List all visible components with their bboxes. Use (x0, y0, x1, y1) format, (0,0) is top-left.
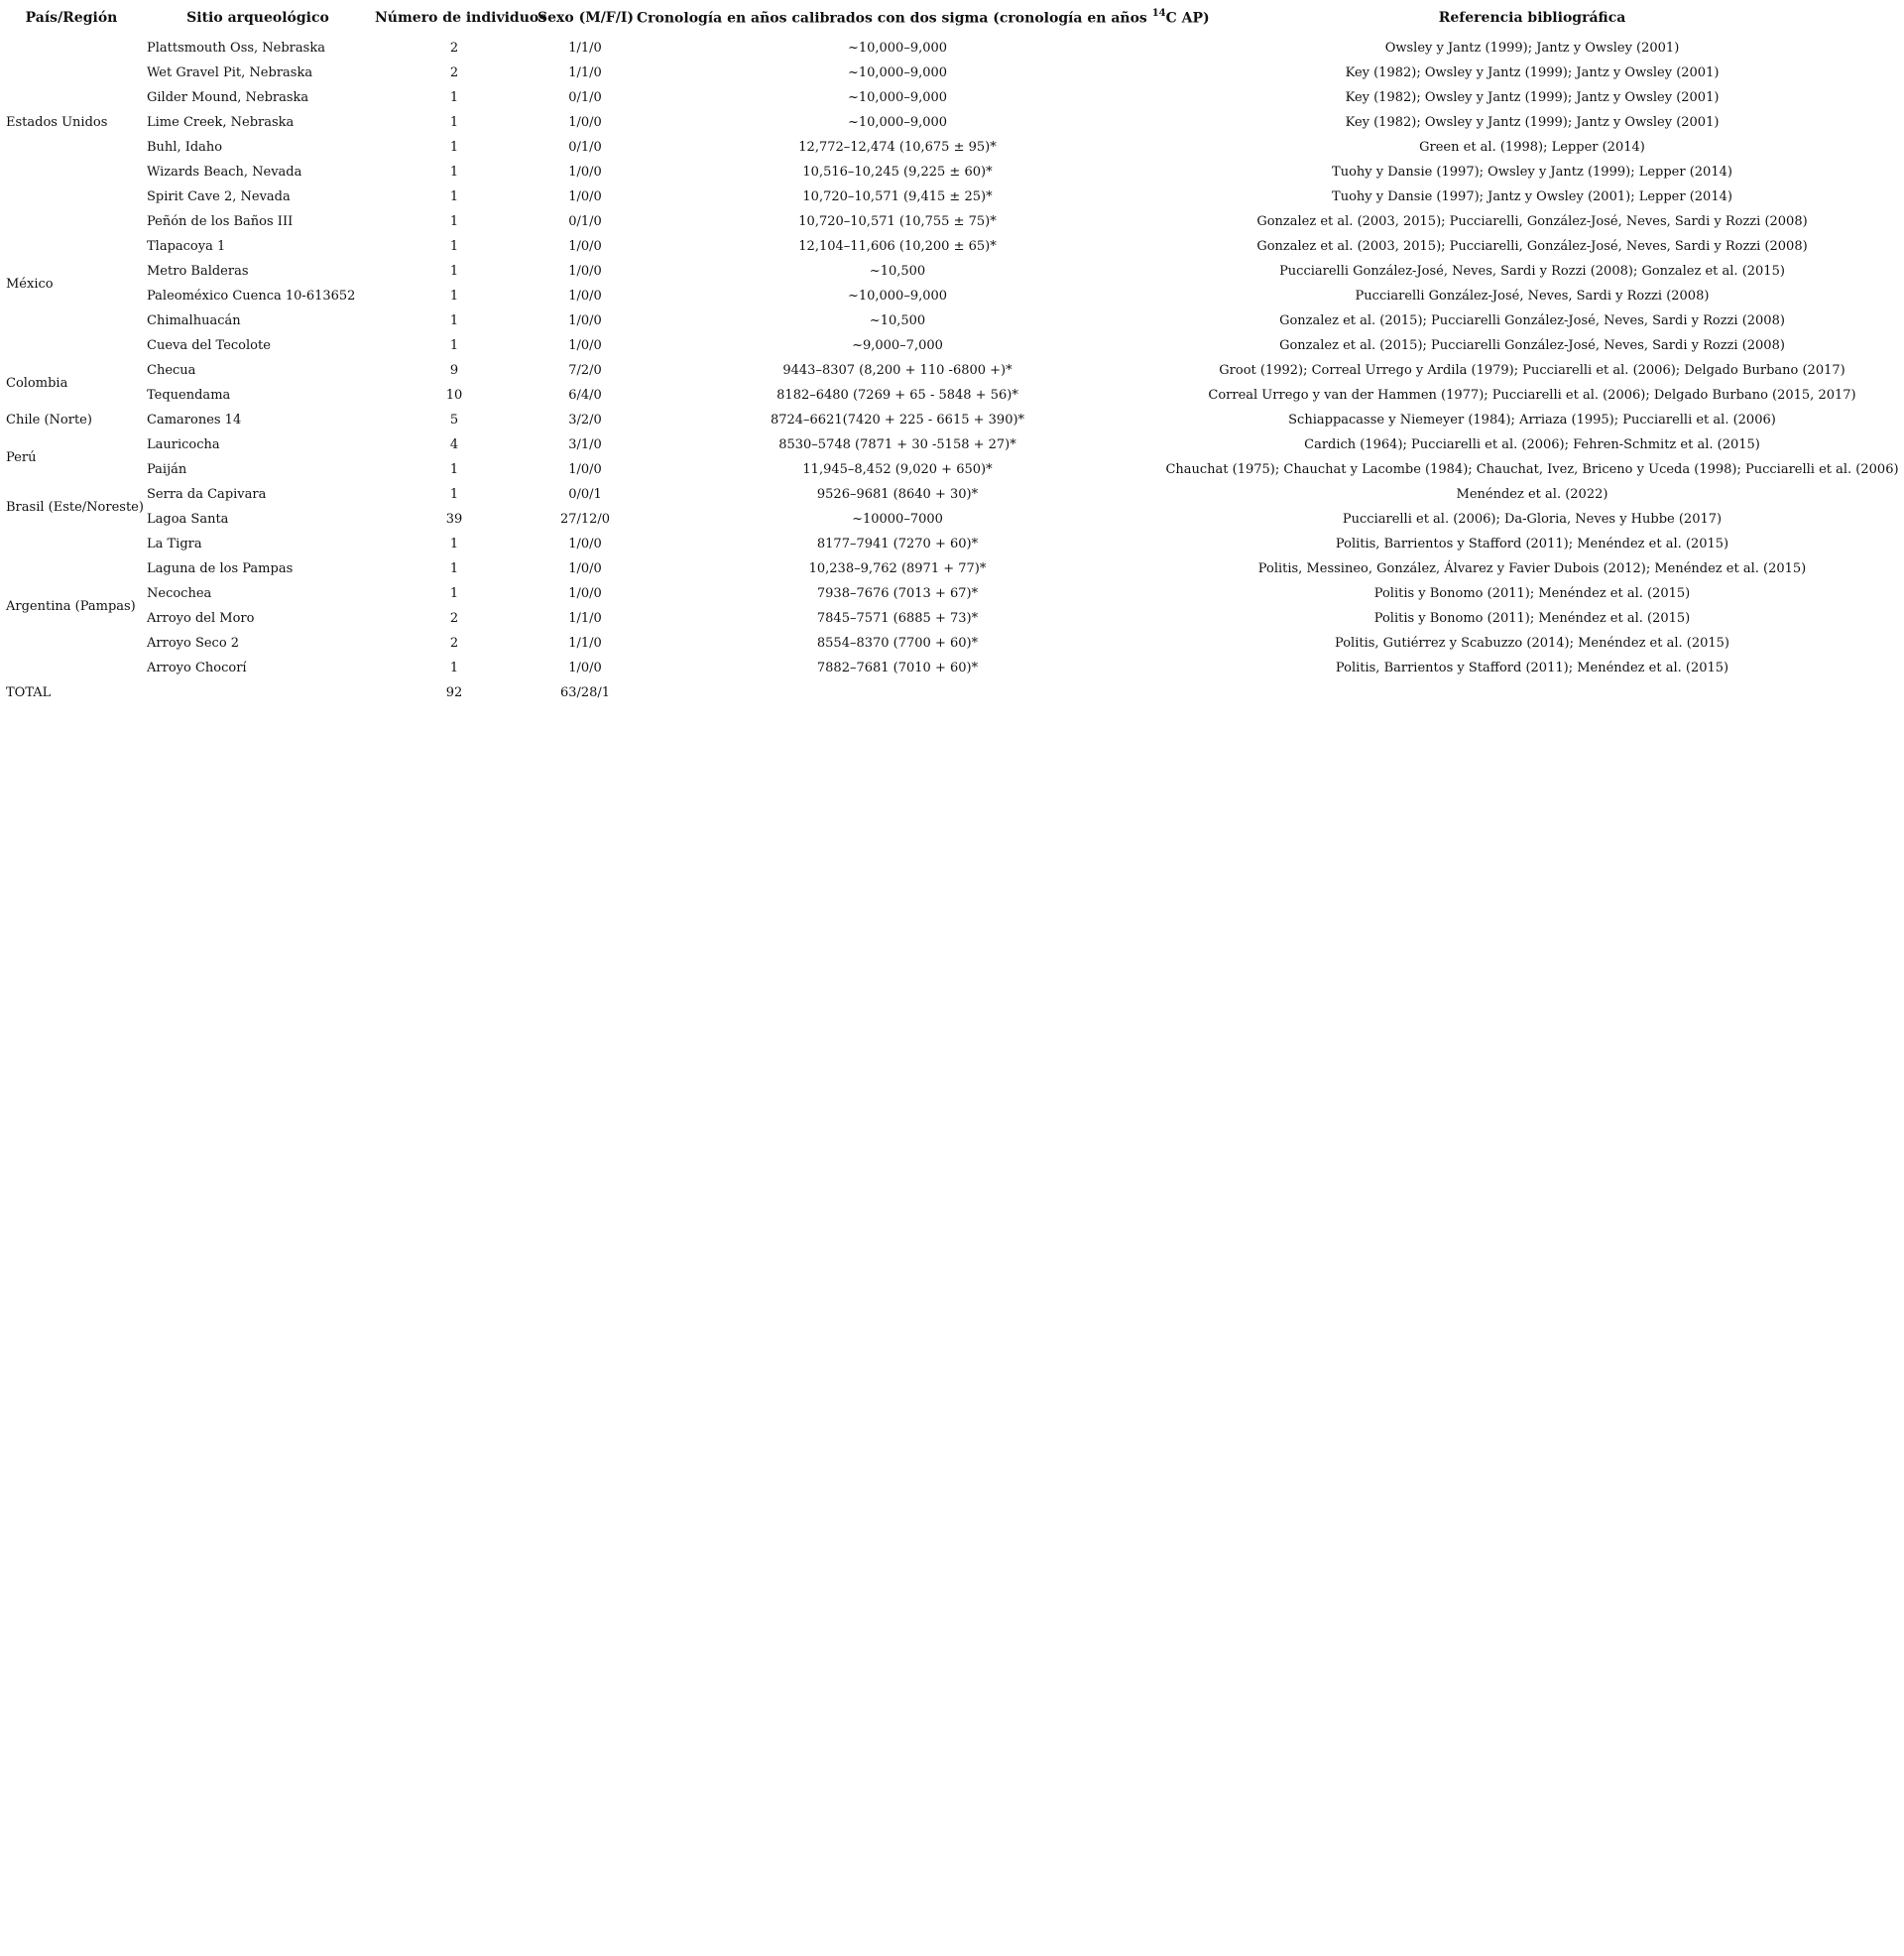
sex-cell: 1/0/0 (568, 338, 602, 353)
table-row (0, 482, 1904, 507)
count-cell: 1 (449, 239, 459, 254)
table-row (0, 209, 1904, 234)
chronology-cell: 9526–9681 (8640 + 30)* (816, 487, 979, 502)
table-row (0, 606, 1904, 631)
chronology-cell: 8177–7941 (7270 + 60)* (816, 537, 979, 551)
count-cell: 1 (449, 264, 459, 279)
chronology-cell: 10,720–10,571 (9,415 ± 25)* (802, 189, 993, 204)
sex-cell: 1/0/0 (568, 115, 602, 130)
sex-cell: 3/2/0 (568, 413, 602, 428)
sex-cell: 6/4/0 (568, 388, 602, 403)
reference-cell: Gonzalez et al. (2003, 2015); Pucciarelli, González-José, Neves, Sardi y Rozzi (2008) (1256, 214, 1808, 229)
site-cell: Buhl, Idaho (147, 140, 223, 155)
reference-cell: Cardich (1964); Pucciarelli et al. (2006); Fehren-Schmitz et al. (2015) (1304, 437, 1760, 452)
reference-cell: Gonzalez et al. (2003, 2015); Pucciarelli, González-José, Neves, Sardi y Rozzi (2008) (1256, 239, 1808, 254)
table-row (0, 656, 1904, 680)
sex-cell: 1/0/0 (568, 586, 602, 601)
sex-cell: 0/1/0 (568, 140, 602, 155)
sex-cell: 0/1/0 (568, 214, 602, 229)
site-cell: Necochea (147, 586, 212, 601)
total-count: 92 (445, 685, 463, 700)
reference-cell: Key (1982); Owsley y Jantz (1999); Jantz y Owsley (2001) (1345, 90, 1720, 105)
site-cell: Wizards Beach, Nevada (147, 165, 302, 180)
chronology-cell: 8530–5748 (7871 + 30 -5158 + 27)* (778, 437, 1016, 452)
site-cell: Laguna de los Pampas (147, 561, 294, 576)
chronology-cell: 8724–6621(7420 + 225 - 6615 + 390)* (770, 413, 1025, 428)
chronology-cell: 10,238–9,762 (8971 + 77)* (808, 561, 987, 576)
sex-cell: 1/0/0 (568, 239, 602, 254)
chronology-cell: 9443–8307 (8,200 + 110 -6800 +)* (782, 363, 1012, 378)
region-cell: Perú (6, 449, 37, 465)
site-cell: Lime Creek, Nebraska (147, 115, 295, 130)
table-row (0, 85, 1904, 110)
sex-cell: 0/0/1 (568, 487, 602, 502)
sex-cell: 1/0/0 (568, 165, 602, 180)
table-row (0, 408, 1904, 432)
reference-cell: Politis, Gutiérrez y Scabuzzo (2014); Menéndez et al. (2015) (1334, 636, 1729, 651)
reference-cell: Owsley y Jantz (1999); Jantz y Owsley (2001) (1384, 41, 1680, 56)
table-header (0, 0, 1904, 36)
header-region: País/Región (25, 10, 118, 26)
reference-cell: Schiappacasse y Niemeyer (1984); Arriaza (1995); Pucciarelli et al. (2006) (1288, 413, 1776, 428)
chronology-cell: ~10,000–9,000 (847, 65, 948, 80)
sex-cell: 1/1/0 (568, 41, 602, 56)
count-cell: 1 (449, 338, 459, 353)
count-cell: 1 (449, 537, 459, 551)
region-cell: Estados Unidos (6, 115, 108, 130)
count-cell: 1 (449, 487, 459, 502)
reference-cell: Pucciarelli González-José, Neves, Sardi y Rozzi (2008) (1355, 289, 1710, 304)
table-row (0, 507, 1904, 532)
reference-cell: Politis y Bonomo (2011); Menéndez et al. (2015) (1373, 586, 1691, 601)
chronology-cell: ~10,500 (869, 313, 926, 328)
table-row (0, 581, 1904, 606)
region-cell: Chile (Norte) (6, 413, 92, 428)
chronology-cell: ~10,000–9,000 (847, 115, 948, 130)
site-cell: Serra da Capivara (147, 487, 267, 502)
sex-cell: 1/0/0 (568, 462, 602, 477)
table-footer (0, 680, 1904, 705)
header-row (0, 0, 1904, 36)
count-cell: 2 (449, 41, 459, 56)
table-row (0, 631, 1904, 656)
chronology-cell: ~10,000–9,000 (847, 41, 948, 56)
reference-cell: Correal Urrego y van der Hammen (1977); Pucciarelli et al. (2006); Delgado Burbano (2015, 2017) (1208, 388, 1856, 403)
table-row (0, 234, 1904, 259)
reference-cell: Green et al. (1998); Lepper (2014) (1419, 140, 1645, 155)
table-row (0, 532, 1904, 556)
total-site-empty (143, 680, 373, 705)
table-row (0, 36, 1904, 61)
site-cell: Paleoméxico Cuenca 10-613652 (147, 289, 356, 304)
count-cell: 39 (445, 512, 463, 527)
chronology-cell: ~10000–7000 (852, 512, 943, 527)
reference-cell: Gonzalez et al. (2015); Pucciarelli González-José, Neves, Sardi y Rozzi (2008) (1279, 338, 1785, 353)
table-row (0, 432, 1904, 457)
count-cell: 1 (449, 165, 459, 180)
site-cell: Plattsmouth Oss, Nebraska (147, 41, 325, 56)
table-row (0, 160, 1904, 184)
sex-cell: 1/0/0 (568, 264, 602, 279)
count-cell: 1 (449, 189, 459, 204)
site-cell: Lagoa Santa (147, 512, 229, 527)
sex-cell: 1/0/0 (568, 561, 602, 576)
count-cell: 1 (449, 561, 459, 576)
site-cell: Spirit Cave 2, Nevada (147, 189, 291, 204)
chronology-cell: 12,104–11,606 (10,200 ± 65)* (798, 239, 997, 254)
table-body (0, 36, 1904, 680)
site-cell: Chimalhuacán (147, 313, 241, 328)
site-cell: Lauricocha (147, 437, 220, 452)
chronology-cell: 10,720–10,571 (10,755 ± 75)* (798, 214, 997, 229)
chronology-cell: 10,516–10,245 (9,225 ± 60)* (802, 165, 993, 180)
sex-cell: 7/2/0 (568, 363, 602, 378)
table-row (0, 135, 1904, 160)
header-sex: Sexo (M/F/I) (537, 10, 635, 26)
site-cell: Arroyo del Moro (147, 611, 255, 626)
chronology-cell: 7882–7681 (7010 + 60)* (816, 661, 979, 675)
count-cell: 1 (449, 115, 459, 130)
table-row (0, 358, 1904, 383)
reference-cell: Groot (1992); Correal Urrego y Ardila (1979); Pucciarelli et al. (2006); Delgado Burbano (2017) (1219, 363, 1845, 378)
site-cell: Checua (147, 363, 196, 378)
table-row (0, 184, 1904, 209)
document-sheet (0, 0, 1904, 705)
sex-cell: 3/1/0 (568, 437, 602, 452)
reference-cell: Pucciarelli González-José, Neves, Sardi y Rozzi (2008); Gonzalez et al. (2015) (1279, 264, 1785, 279)
chronology-cell: 7938–7676 (7013 + 67)* (816, 586, 979, 601)
region-cell: Brasil (Este/Noreste) (6, 499, 144, 515)
count-cell: 2 (449, 611, 459, 626)
count-cell: 1 (449, 586, 459, 601)
header-count: Número de individuos (375, 10, 547, 26)
total-chronology-empty (635, 680, 1160, 705)
total-row (0, 680, 1904, 705)
chronology-cell: 11,945–8,452 (9,020 + 650)* (802, 462, 993, 477)
header-chronology (635, 0, 1210, 36)
reference-cell: Tuohy y Dansie (1997); Owsley y Jantz (1999); Lepper (2014) (1332, 165, 1732, 180)
region-cell: México (6, 276, 54, 292)
reference-cell: Chauchat (1975); Chauchat y Lacombe (1984); Chauchat, Ivez, Briceno y Uceda (1998); Pucciarelli et al. (2006) (1165, 462, 1899, 477)
site-cell: Cueva del Tecolote (147, 338, 271, 353)
table-row (0, 333, 1904, 358)
header-chronology-suffix: C AP) (1165, 10, 1210, 27)
site-cell: Arroyo Chocorí (147, 661, 247, 675)
sex-cell: 1/0/0 (568, 289, 602, 304)
sites-table (0, 0, 1904, 705)
table-row (0, 110, 1904, 135)
site-cell: Peñón de los Baños III (147, 214, 294, 229)
site-cell: Camarones 14 (147, 413, 242, 428)
chronology-cell: 8182–6480 (7269 + 65 - 5848 + 56)* (776, 388, 1018, 403)
site-cell: Gilder Mound, Nebraska (147, 90, 309, 105)
header-reference: Referencia bibliográfica (1438, 10, 1626, 26)
table-row (0, 556, 1904, 581)
chronology-cell: 8554–8370 (7700 + 60)* (816, 636, 979, 651)
sex-cell: 1/0/0 (568, 661, 602, 675)
reference-cell: Gonzalez et al. (2015); Pucciarelli González-José, Neves, Sardi y Rozzi (2008) (1279, 313, 1785, 328)
site-cell: Arroyo Seco 2 (147, 636, 240, 651)
reference-cell: Menéndez et al. (2022) (1456, 487, 1608, 502)
site-cell: Wet Gravel Pit, Nebraska (147, 65, 313, 80)
region-cell: Colombia (6, 375, 68, 391)
reference-cell: Tuohy y Dansie (1997); Jantz y Owsley (2001); Lepper (2014) (1332, 189, 1732, 204)
table-row (0, 61, 1904, 85)
sex-cell: 1/1/0 (568, 65, 602, 80)
reference-cell: Pucciarelli et al. (2006); Da-Gloria, Neves y Hubbe (2017) (1342, 512, 1723, 527)
chronology-cell: ~10,000–9,000 (847, 90, 948, 105)
reference-cell: Key (1982); Owsley y Jantz (1999); Jantz y Owsley (2001) (1345, 115, 1720, 130)
table-row (0, 259, 1904, 284)
count-cell: 1 (449, 214, 459, 229)
chronology-cell: ~9,000–7,000 (852, 338, 943, 353)
count-cell: 4 (449, 437, 459, 452)
total-reference-empty (1160, 680, 1904, 705)
reference-cell: Key (1982); Owsley y Jantz (1999); Jantz y Owsley (2001) (1345, 65, 1720, 80)
count-cell: 1 (449, 140, 459, 155)
reference-cell: Politis, Barrientos y Stafford (2011); Menéndez et al. (2015) (1335, 661, 1729, 675)
total-label: TOTAL (6, 685, 52, 700)
sex-cell: 1/1/0 (568, 611, 602, 626)
sex-cell: 0/1/0 (568, 90, 602, 105)
chronology-cell: 12,772–12,474 (10,675 ± 95)* (798, 140, 997, 155)
site-cell: Tlapacoya 1 (147, 239, 226, 254)
header-site: Sitio arqueológico (186, 10, 329, 26)
count-cell: 1 (449, 661, 459, 675)
chronology-cell: 7845–7571 (6885 + 73)* (816, 611, 979, 626)
count-cell: 5 (449, 413, 459, 428)
reference-cell: Politis, Barrientos y Stafford (2011); Menéndez et al. (2015) (1335, 537, 1729, 551)
sex-cell: 1/0/0 (568, 537, 602, 551)
count-cell: 1 (449, 289, 459, 304)
region-cell: Argentina (Pampas) (6, 598, 136, 614)
sex-cell: 1/0/0 (568, 189, 602, 204)
count-cell: 1 (449, 462, 459, 477)
count-cell: 1 (449, 313, 459, 328)
count-cell: 2 (449, 636, 459, 651)
sex-cell: 1/0/0 (568, 313, 602, 328)
chronology-cell: ~10,500 (869, 264, 926, 279)
site-cell: Metro Balderas (147, 264, 249, 279)
sex-cell: 27/12/0 (559, 512, 611, 527)
site-cell: La Tigra (147, 537, 202, 551)
site-cell: Tequendama (147, 388, 231, 403)
count-cell: 2 (449, 65, 459, 80)
table-row (0, 383, 1904, 408)
header-chronology-sup: 14 (1151, 8, 1166, 20)
reference-cell: Politis, Messineo, González, Álvarez y Favier Dubois (2012); Menéndez et al. (2015) (1257, 561, 1807, 576)
sex-cell: 1/1/0 (568, 636, 602, 651)
table-row (0, 308, 1904, 333)
site-cell: Paiján (147, 462, 187, 477)
reference-cell: Politis y Bonomo (2011); Menéndez et al. (2015) (1373, 611, 1691, 626)
table-row (0, 457, 1904, 482)
count-cell: 1 (449, 90, 459, 105)
chronology-cell: ~10,000–9,000 (847, 289, 948, 304)
table-row (0, 284, 1904, 308)
count-cell: 9 (449, 363, 459, 378)
total-sex: 63/28/1 (559, 685, 611, 700)
count-cell: 10 (445, 388, 463, 403)
header-chronology-prefix: Cronología en años calibrados con dos sigma (cronología en años (637, 10, 1152, 27)
